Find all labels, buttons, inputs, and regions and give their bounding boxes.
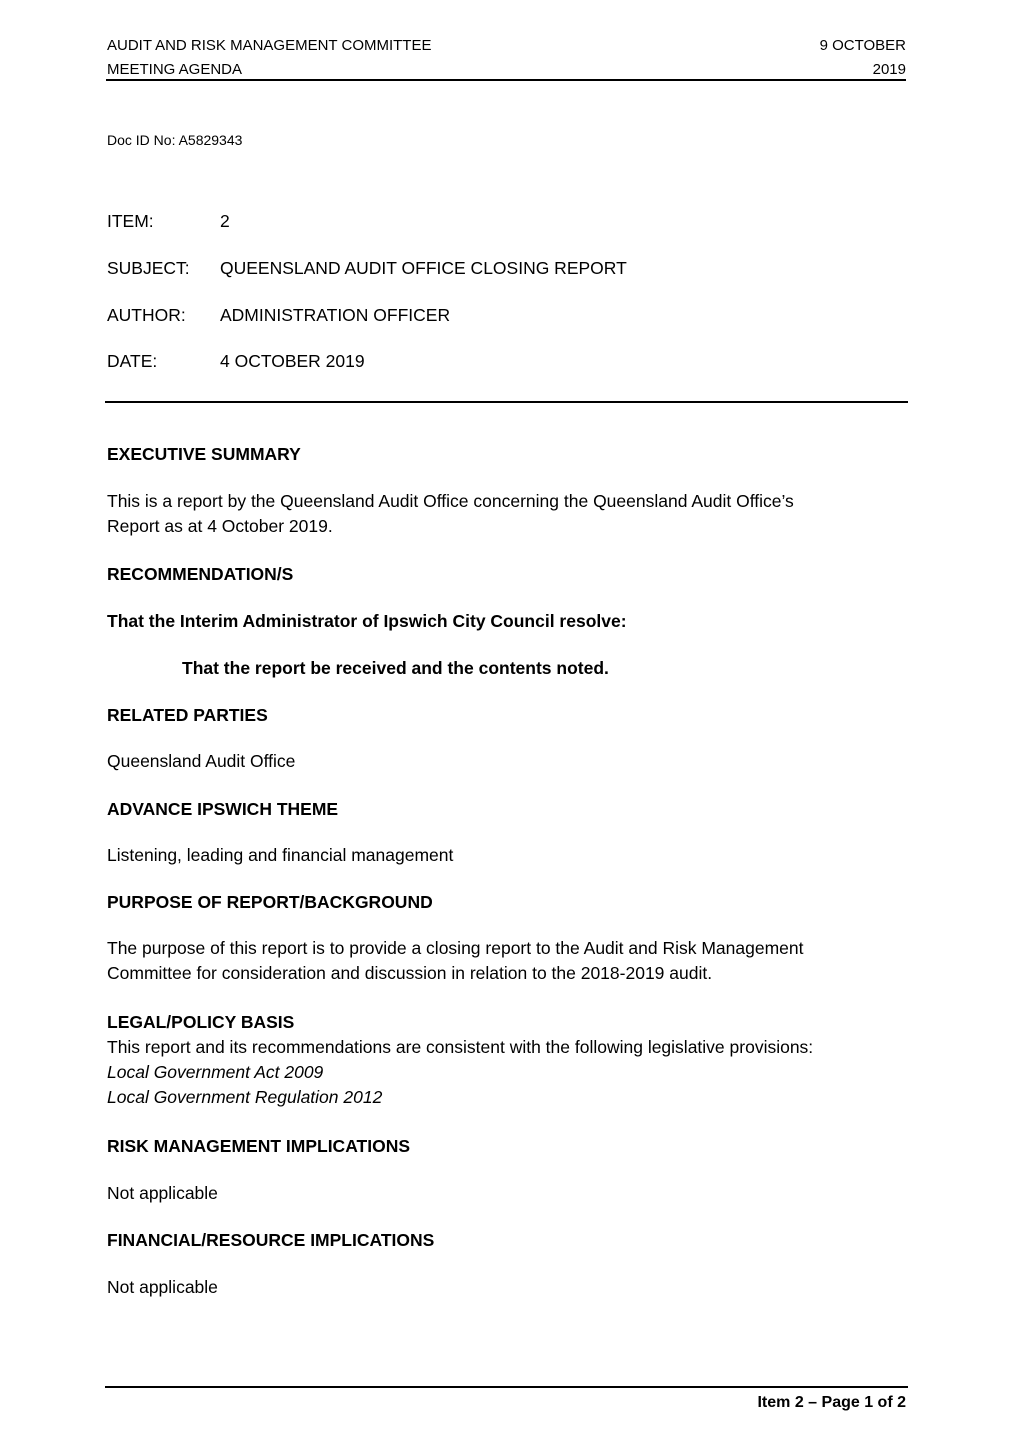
meta-divider	[105, 401, 908, 403]
footer-page-label: Item 2 – Page 1 of 2	[757, 1394, 906, 1411]
advance-ipswich-text: Listening, leading and financial management	[107, 845, 454, 865]
footer-divider	[105, 1386, 908, 1388]
item-value: 2	[220, 211, 230, 231]
recommendation-heading: RECOMMENDATION/S	[107, 564, 294, 584]
legal-act: Local Government Act 2009	[107, 1062, 324, 1082]
recommendation-resolve: That the Interim Administrator of Ipswich City Council resolve:	[107, 611, 627, 631]
related-parties-text: Queensland Audit Office	[107, 751, 296, 771]
purpose-line2: Committee for consideration and discussion in relation to the 2018-2019 audit.	[107, 963, 713, 983]
purpose-line1: The purpose of this report is to provide a closing report to the Audit and Risk Management	[107, 938, 804, 958]
risk-heading: RISK MANAGEMENT IMPLICATIONS	[107, 1136, 411, 1156]
subject-label: SUBJECT:	[107, 258, 190, 278]
header-committee	[107, 34, 431, 82]
header-divider	[106, 79, 906, 81]
advance-ipswich-heading: ADVANCE IPSWICH THEME	[107, 799, 339, 819]
recommendation-motion: That the report be received and the contents noted.	[182, 658, 609, 678]
purpose-heading: PURPOSE OF REPORT/BACKGROUND	[107, 892, 433, 912]
subject-value: QUEENSLAND AUDIT OFFICE CLOSING REPORT	[220, 258, 627, 278]
header-date	[700, 34, 906, 82]
executive-summary-heading: EXECUTIVE SUMMARY	[107, 444, 301, 464]
doc-id: Doc ID No: A5829343	[107, 132, 243, 148]
author-value: ADMINISTRATION OFFICER	[220, 305, 451, 325]
date-value: 4 OCTOBER 2019	[220, 351, 365, 371]
item-label: ITEM:	[107, 211, 154, 231]
risk-text: Not applicable	[107, 1183, 218, 1203]
author-label: AUTHOR:	[107, 305, 186, 325]
purpose-text	[107, 936, 907, 986]
executive-summary-line1: This is a report by the Queensland Audit Office concerning the Queensland Audit Office’s	[107, 491, 794, 511]
header-committee-line2: MEETING AGENDA	[107, 61, 243, 78]
legal-text: This report and its recommendations are consistent with the following legislative provisions:	[107, 1037, 814, 1057]
date-label: DATE:	[107, 351, 158, 371]
header-committee-line1: AUDIT AND RISK MANAGEMENT COMMITTEE	[107, 37, 432, 54]
header-date-line1: 9 OCTOBER	[819, 37, 906, 54]
executive-summary-line2: Report as at 4 October 2019.	[107, 516, 333, 536]
legal-heading: LEGAL/POLICY BASIS	[107, 1012, 295, 1032]
legal-text-block	[107, 1035, 907, 1110]
header-date-line2: 2019	[872, 61, 906, 78]
related-parties-heading: RELATED PARTIES	[107, 705, 268, 725]
executive-summary-text	[107, 489, 907, 539]
financial-heading: FINANCIAL/RESOURCE IMPLICATIONS	[107, 1230, 435, 1250]
financial-text: Not applicable	[107, 1277, 218, 1297]
legal-regulation: Local Government Regulation 2012	[107, 1087, 383, 1107]
